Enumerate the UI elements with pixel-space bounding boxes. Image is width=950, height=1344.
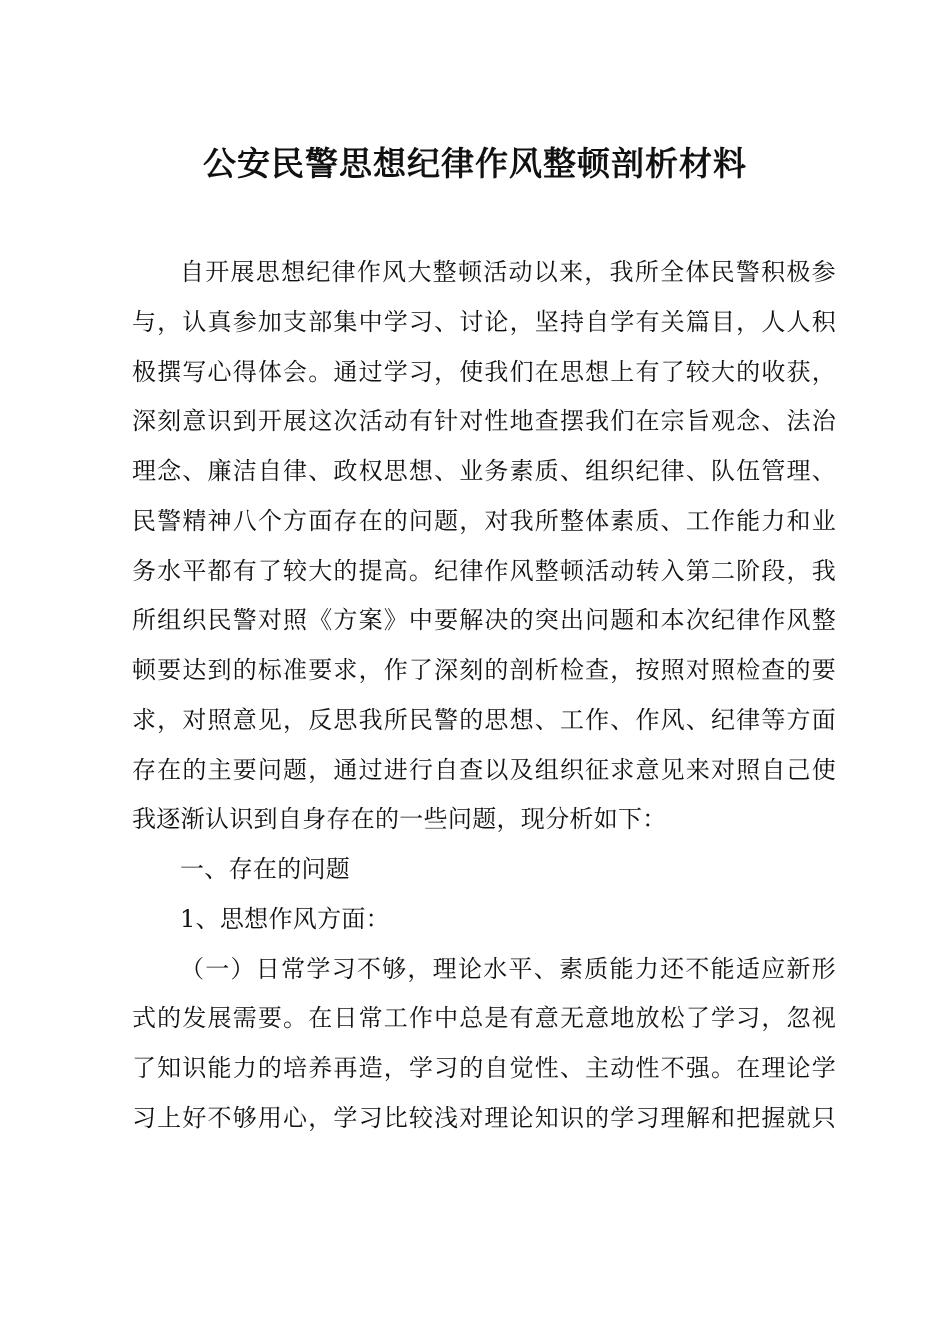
paragraph-line: 存在的主要问题，通过进行自查以及组织征求意见来对照自己使 xyxy=(132,755,836,784)
paragraph-line: 务水平都有了较大的提高。纪律作风整顿活动转入第二阶段，我 xyxy=(132,556,836,585)
section-heading: 一、存在的问题 xyxy=(180,855,351,883)
paragraph-line: （一）日常学习不够，理论水平、素质能力还不能适应新形 xyxy=(180,954,836,983)
paragraph-line: 求，对照意见，反思我所民警的思想、工作、作风、纪律等方面 xyxy=(132,705,836,734)
paragraph-line: 与，认真参加支部集中学习、讨论，坚持自学有关篇目，人人积 xyxy=(132,307,836,336)
paragraph-line: 式的发展需要。在日常工作中总是有意无意地放松了学习，忽视 xyxy=(132,1004,836,1033)
document-body xyxy=(132,248,836,1144)
paragraph-line: 极撰写心得体会。通过学习，使我们在思想上有了较大的收获， xyxy=(132,357,836,386)
paragraph-line: 理念、廉洁自律、政权思想、业务素质、组织纪律、队伍管理、 xyxy=(132,457,836,485)
paragraph-line: 我逐渐认识到自身存在的一些问题，现分析如下： xyxy=(132,805,667,834)
paragraph-line: 民警精神八个方面存在的问题，对我所整体素质、工作能力和业 xyxy=(132,506,836,535)
subsection-heading: 1、思想作风方面： xyxy=(180,904,390,933)
paragraph-line: 顿要达到的标准要求，作了深刻的剖析检查，按照对照检查的要 xyxy=(132,656,836,684)
paragraph-line: 所组织民警对照《方案》中要解决的突出问题和本次纪律作风整 xyxy=(132,606,836,635)
paragraph-line: 自开展思想纪律作风大整顿活动以来，我所全体民警积极参 xyxy=(180,258,836,286)
paragraph-line: 习上好不够用心，学习比较浅对理论知识的学习理解和把握就只 xyxy=(132,1103,836,1132)
paragraph-line: 深刻意识到开展这次活动有针对性地查摆我们在宗旨观念、法治 xyxy=(132,407,836,436)
paragraph-line: 了知识能力的培养再造，学习的自觉性、主动性不强。在理论学 xyxy=(132,1054,836,1082)
document-title: 公安民警思想纪律作风整顿剖析材料 xyxy=(203,144,747,183)
